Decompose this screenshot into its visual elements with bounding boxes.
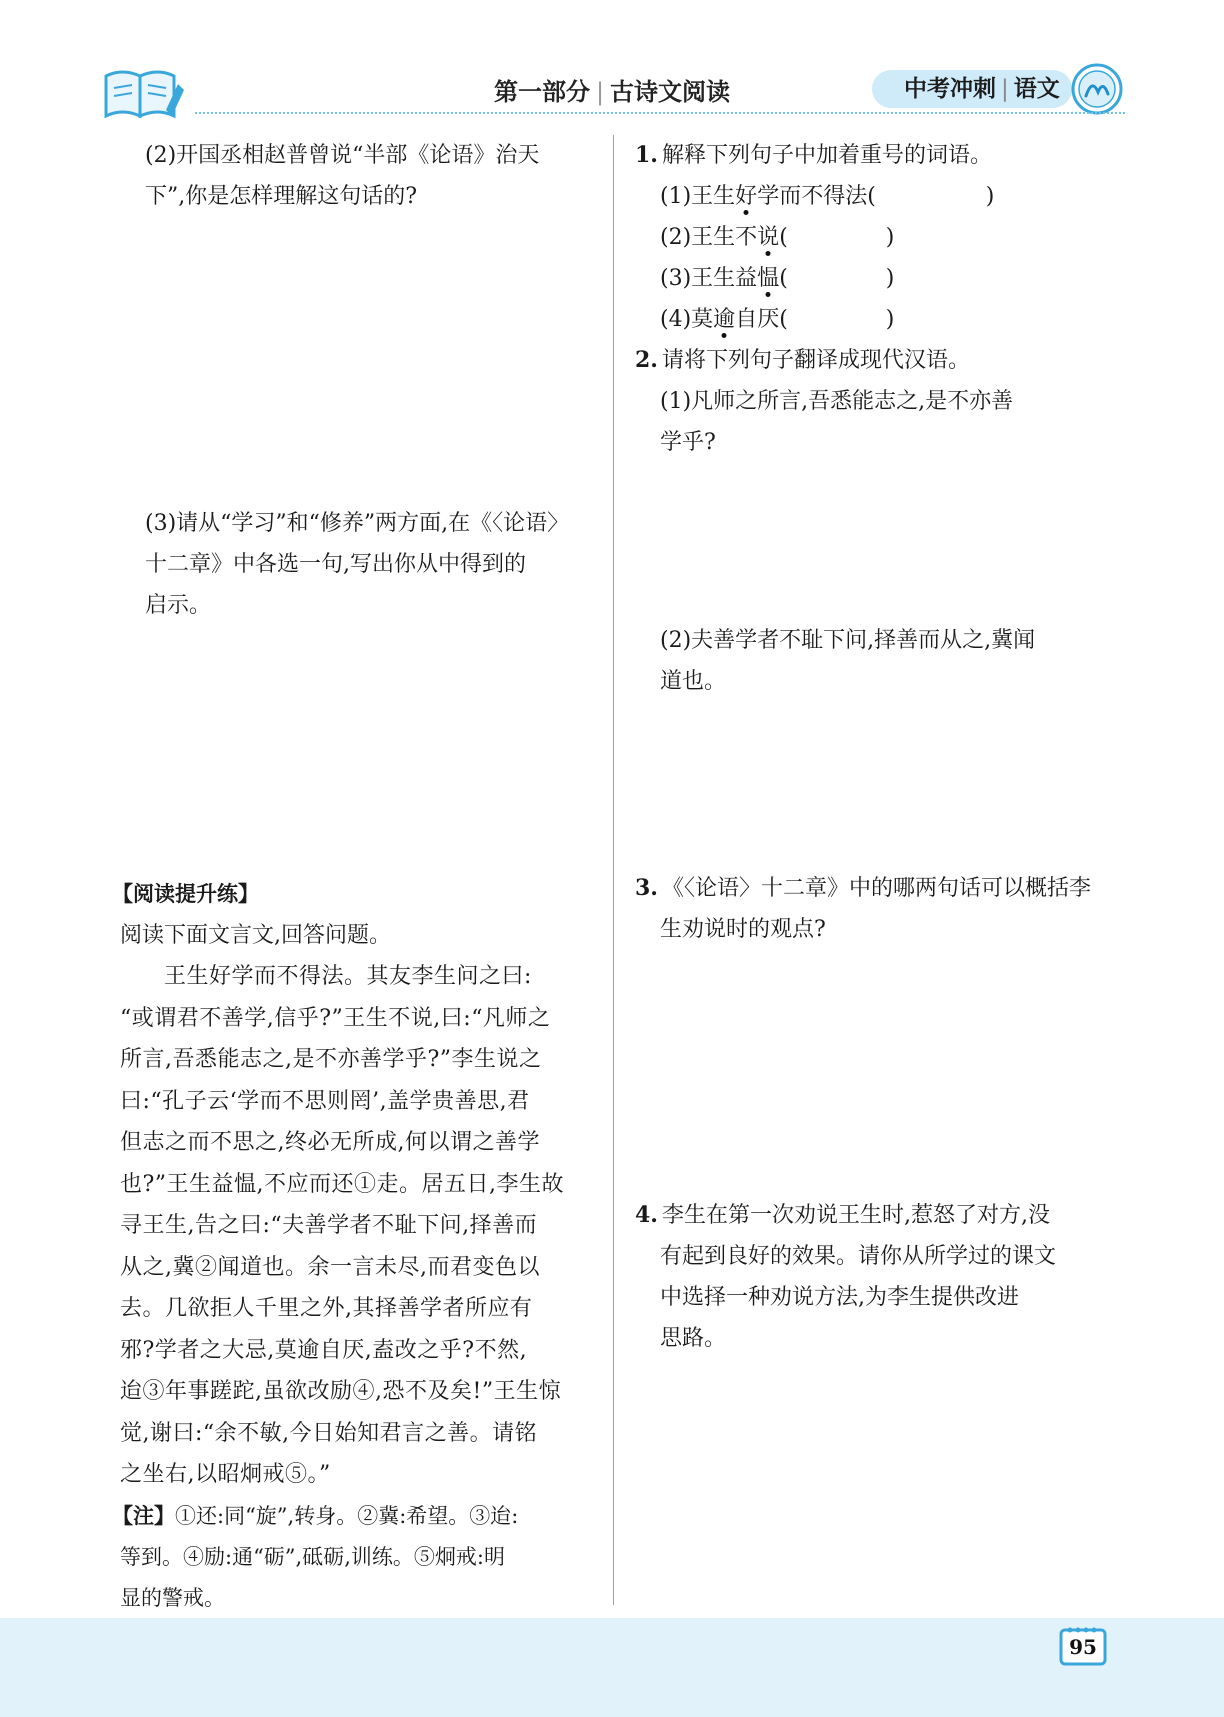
question-3 — [635, 868, 1110, 950]
passage-line: 曰:“孔子云‘学而不思则罔’,盖学贵善思,君 — [120, 1088, 530, 1114]
question-text: 解释下列句子中加着重号的词语。 — [661, 143, 992, 168]
text-line: (2)开国丞相赵普曾说“半部《论语》治天 — [145, 143, 540, 168]
footnote-line: 显的警戒。 — [120, 1585, 225, 1610]
question-1-item-1: (1)王生好学而不得法( ) — [660, 184, 995, 209]
text-line: 道也。 — [660, 669, 727, 694]
question-2-sub-2 — [120, 135, 590, 217]
header-section: 古诗文阅读 — [610, 78, 731, 106]
passage-line: 寻王生,告之曰:“夫善学者不耻下问,择善而 — [120, 1213, 538, 1238]
series-logo-icon — [1070, 62, 1124, 116]
passage-line: “或谓君不善学,信乎?”王生不说,曰:“凡师之 — [120, 1005, 551, 1031]
reading-section-title: 【阅读提升练】 — [112, 882, 259, 906]
passage-line: 但志之而不思之,终必无所成,何以谓之善学 — [120, 1130, 540, 1155]
page-header — [0, 0, 1224, 130]
page-footer-band — [0, 1618, 1224, 1717]
question-1-item-3: (3)王生益愠( ) — [660, 266, 895, 291]
passage-line: 去。几欲拒人千里之外,其择善学者所应有 — [120, 1296, 533, 1321]
question-2-sub-3 — [120, 503, 590, 626]
emphasis-char: 逾 — [713, 307, 736, 332]
question-2-sub-2 — [635, 620, 1110, 702]
footnotes-label: 【注】 — [112, 1503, 175, 1528]
text-line: 中选择一种劝说方法,为李生提供改进 — [660, 1285, 1019, 1310]
passage-line: 从之,冀②闻道也。余一言未尽,而君变色以 — [120, 1254, 540, 1280]
text-line: 生劝说时的观点? — [660, 917, 826, 942]
question-2 — [635, 340, 1110, 463]
footnote-line: ①还:同“旋”,转身。②冀:希望。③迨: — [175, 1503, 519, 1528]
header-series-badge: 中考冲刺 | 语文 — [872, 70, 1072, 108]
header-part: 第一部分 — [493, 78, 590, 106]
question-text: 请将下列句子翻译成现代汉语。 — [661, 348, 970, 373]
passage-line: 觉,谢曰:“余不敏,今日始知君言之善。请铭 — [120, 1420, 538, 1446]
page-number: 95 — [1069, 1635, 1097, 1659]
header-series: 中考冲刺 — [904, 76, 996, 102]
question-text: 《〈论语〉十二章》中的哪两句话可以概括李 — [661, 876, 1091, 901]
text-line: 有起到良好的效果。请你从所学过的课文 — [660, 1244, 1057, 1269]
reading-section — [112, 874, 590, 1619]
text-line: 思路。 — [660, 1326, 727, 1351]
question-1 — [635, 135, 1110, 340]
classical-passage — [120, 956, 590, 1496]
question-text: 李生在第一次劝说王生时,惹怒了对方,没 — [661, 1203, 1050, 1228]
footnote-line: 等到。④励:通“砺”,砥砺,训练。⑤炯戒:明 — [120, 1544, 505, 1569]
passage-line: 所言,吾悉能志之,是不亦善学乎?”李生说之 — [120, 1047, 542, 1072]
question-number: 3. — [635, 875, 658, 901]
column-divider — [613, 135, 614, 1605]
emphasis-char: 好 — [735, 184, 758, 209]
question-number: 4. — [635, 1202, 658, 1228]
header-subject: 语文 — [1013, 76, 1060, 102]
question-1-item-2: (2)王生不说( ) — [660, 225, 895, 250]
text-line: (1)凡师之所言,吾悉能志之,是不亦善 — [660, 389, 1014, 414]
emphasis-char: 愠 — [757, 266, 780, 291]
emphasis-char: 说 — [757, 225, 780, 250]
text-line: 学乎? — [660, 430, 716, 455]
text-line: (2)夫善学者不耻下问,择善而从之,冀闻 — [660, 628, 1036, 653]
passage-line: 迨③年事蹉跎,虽欲改励④,恐不及矣!”王生惊 — [120, 1379, 562, 1404]
text-line: 启示。 — [145, 593, 212, 618]
text-line: 十二章》中各选一句,写出你从中得到的 — [145, 552, 526, 577]
header-title: 第一部分 | 古诗文阅读 — [493, 78, 731, 106]
header-dotted-rule — [195, 112, 1125, 114]
passage-line: 邪?学者之大忌,莫逾自厌,盍改之乎?不然, — [120, 1337, 528, 1363]
reading-instruction: 阅读下面文言文,回答问题。 — [120, 923, 391, 948]
question-number: 1. — [635, 142, 658, 168]
passage-line: 也?”王生益愠,不应而还①走。居五日,李生故 — [120, 1171, 565, 1197]
footnotes — [112, 1496, 590, 1619]
text-line: (3)请从“学习”和“修养”两方面,在《〈论语〉 — [145, 511, 570, 536]
passage-line: 之坐右,以昭炯戒⑤。” — [120, 1462, 331, 1487]
text-line: 下”,你是怎样理解这句话的? — [145, 184, 418, 209]
question-4 — [635, 1195, 1110, 1359]
question-1-item-4: (4)莫逾自厌( ) — [660, 307, 895, 332]
question-number: 2. — [635, 347, 658, 373]
passage-line: 王生好学而不得法。其友李生问之曰: — [164, 964, 532, 989]
